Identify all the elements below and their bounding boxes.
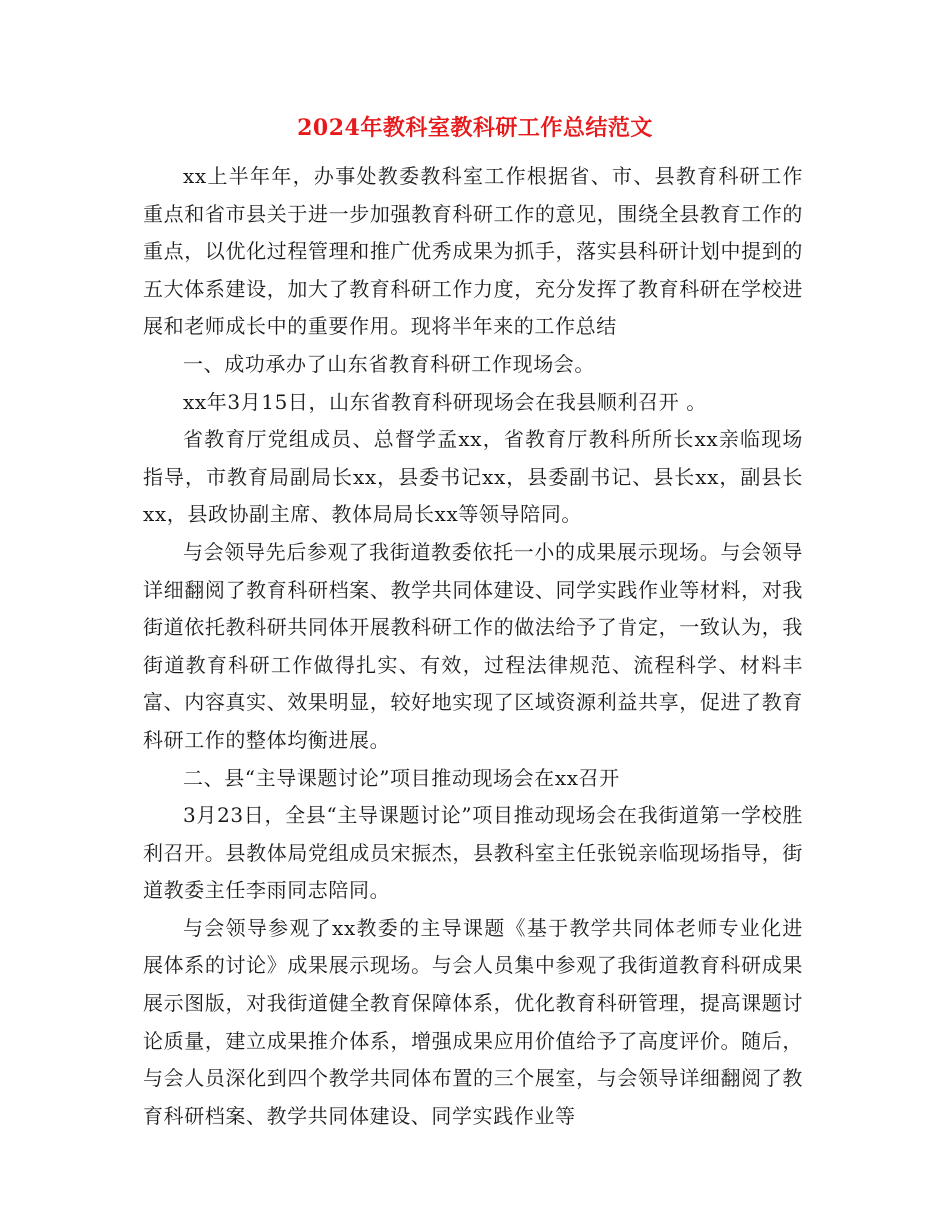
- paragraph-intro: xx上半年年，办事处教委教科室工作根据省、市、县教育科研工作重点和省市县关于进一步加强教育科研工作的意见，围绕全县教育工作的重点，以优化过程管理和推广优秀成果为抓手，落实县科研计划中提到的五大体系建设，加大了教育科研工作力度，充分发挥了教育科研在学校进展和老师成长中的重要作用。现将半年来的工作总结: [143, 164, 803, 339]
- paragraph-visit: 与会领导先后参观了我街道教委依托一小的成果展示现场。与会领导详细翻阅了教育科研档案、教学共同体建设、同学实践作业等材料，对我街道依托教科研共同体开展教科研工作的做法给予了肯定，一致认为，我街道教育科研工作做得扎实、有效，过程法律规范、流程科学、材料丰富、内容真实、效果明显，较好地实现了区域资源利益共享，促进了教育科研工作的整体均衡进展。: [143, 539, 803, 752]
- paragraph-project-meeting: 3月23日，全县“主导课题讨论”项目推动现场会在我街道第一学校胜利召开。县教体局党组成员宋振杰，县教科室主任张锐亲临现场指导，街道教委主任李雨同志陪同。: [143, 803, 803, 903]
- section-heading-1: 一、成功承办了山东省教育科研工作现场会。: [183, 351, 595, 376]
- document-body: [143, 158, 803, 1135]
- document-title: 2024年教科室教科研工作总结范文: [297, 115, 653, 141]
- paragraph-exhibition: 与会领导参观了xx教委的主导课题《基于教学共同体老师专业化进展体系的讨论》成果展示现场。与会人员集中参观了我街道教育科研成果展示图版，对我街道健全教育保障体系，优化教育科研管理，提高课题讨论质量，建立成果推介体系，增强成果应用价值给予了高度评价。随后，与会人员深化到四个教学共同体布置的三个展室，与会领导详细翻阅了教育科研档案、教学共同体建设、同学实践作业等: [143, 915, 803, 1128]
- paragraph-meeting-date: xx年3月15日，山东省教育科研现场会在我县顺利召开 。: [183, 389, 707, 414]
- section-heading-2: 二、县“主导课题讨论”项目推动现场会在xx召开: [183, 765, 620, 790]
- paragraph-attendees: 省教育厅党组成员、总督学孟xx，省教育厅教科所所长xx亲临现场指导，市教育局副局长xx，县委书记xx，县委副书记、县长xx，副县长xx，县政协副主席、教体局局长xx等领导陪同。: [143, 427, 803, 527]
